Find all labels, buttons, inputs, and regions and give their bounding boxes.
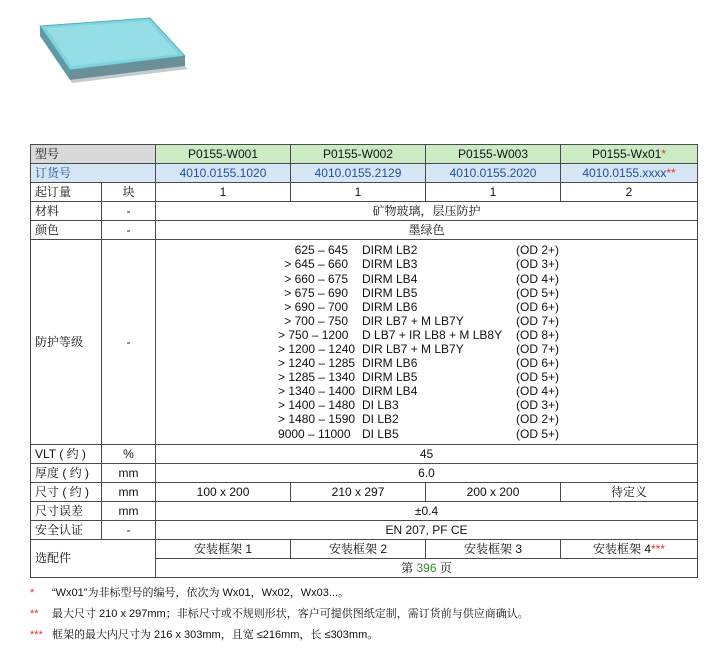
- vlt-label: VLT ( 约 ): [31, 445, 102, 464]
- size-row: [31, 483, 698, 502]
- protection-range: > 690 – 700: [284, 299, 349, 314]
- protection-grid: [278, 243, 697, 440]
- certification-value: EN 207, PF CE: [156, 521, 698, 540]
- color-value: 墨绿色: [156, 221, 698, 240]
- protection-range: > 1480 – 1590: [278, 412, 356, 427]
- accessory-2: 安装框架 2: [291, 540, 426, 559]
- accessories-label: 选配件: [31, 540, 156, 578]
- size-value-1: 100 x 200: [156, 483, 291, 502]
- tolerance-unit: mm: [102, 502, 156, 521]
- model-row: [31, 145, 698, 164]
- accessory-4: [561, 540, 698, 559]
- protection-od: (OD 2+): [516, 412, 560, 427]
- order-number-2: 4010.0155.2129: [291, 164, 426, 183]
- protection-spec: DIRM LB5: [362, 285, 418, 300]
- protection-range: > 1340 – 1400: [278, 384, 356, 399]
- thickness-unit: mm: [102, 464, 156, 483]
- material-value: 矿物玻璃，层压防护: [156, 202, 698, 221]
- model-wx01-star: *: [661, 146, 667, 161]
- protection-range: 625 – 645: [294, 243, 349, 258]
- thickness-value: 6.0: [156, 464, 698, 483]
- min-order-row: [31, 183, 698, 202]
- footnote-text: “Wx01”为非标型号的编号，依次为 Wx01，Wx02，Wx03...。: [52, 587, 350, 599]
- protection-od: (OD 2+): [516, 243, 560, 258]
- model-wx01-text: P0155-Wx01: [591, 146, 662, 161]
- color-row: [31, 221, 698, 240]
- model-label: 型号: [31, 145, 156, 164]
- tolerance-label: 尺寸误差: [31, 502, 102, 521]
- product-glass-plate-image: [20, 8, 190, 98]
- footnote-text: 框架的最大内尺寸为 216 x 303mm，且宽 ≤216mm，长 ≤303mm。: [52, 629, 379, 641]
- protection-spec: DI LB3: [362, 398, 399, 413]
- protection-od: (OD 4+): [516, 384, 560, 399]
- footnote-mark: ***: [30, 629, 43, 641]
- vlt-unit: %: [102, 445, 156, 464]
- model-w003: P0155-W003: [426, 145, 561, 164]
- material-unit: -: [102, 202, 156, 221]
- protection-range: 9000 – 11000: [278, 426, 351, 441]
- min-order-value-1: 1: [156, 183, 291, 202]
- size-value-2: 210 x 297: [291, 483, 426, 502]
- material-row: [31, 202, 698, 221]
- vlt-value: 45: [156, 445, 698, 464]
- material-label: 材料: [31, 202, 102, 221]
- order-number-1: 4010.0155.1020: [156, 164, 291, 183]
- model-w002: P0155-W002: [291, 145, 426, 164]
- protection-od: (OD 3+): [516, 257, 560, 272]
- size-value-3: 200 x 200: [426, 483, 561, 502]
- protection-range: > 1400 – 1480: [278, 398, 356, 413]
- page-suffix: 页: [439, 560, 452, 575]
- min-order-label: 起订量: [31, 183, 102, 202]
- protection-od: (OD 6+): [516, 356, 560, 371]
- protection-range: > 1200 – 1240: [278, 342, 356, 356]
- footnote-mark: *: [30, 587, 35, 599]
- protection-unit: -: [102, 240, 156, 445]
- protection-od: (OD 5+): [516, 426, 560, 441]
- protection-range: > 675 – 690: [284, 285, 349, 300]
- protection-range: > 750 – 1200: [278, 327, 349, 342]
- thickness-label: 厚度 ( 约 ): [31, 464, 102, 483]
- protection-range: > 660 – 675: [284, 271, 349, 286]
- protection-od: (OD 5+): [516, 285, 560, 300]
- min-order-value-4: 2: [561, 183, 698, 202]
- min-order-value-2: 1: [291, 183, 426, 202]
- order-number-row: [31, 164, 698, 183]
- order-number-4-text: 4010.0155.xxxx: [582, 165, 667, 180]
- footnote-text: 最大尺寸 210 x 297mm；非标尺寸或不规则形状，客户可提供图纸定制，需订货前与供应商确认。: [52, 608, 529, 620]
- protection-range: > 700 – 750: [284, 313, 349, 328]
- accessory-4-text: 安装框架 4: [593, 541, 652, 556]
- order-number-4: [561, 164, 698, 183]
- certification-row: [31, 521, 698, 540]
- protection-label: 防护等级: [31, 240, 102, 445]
- page-number-link[interactable]: 396: [416, 560, 437, 575]
- protection-spec: DIR LB7 + M LB7Y: [362, 342, 464, 356]
- protection-od: (OD 5+): [516, 370, 560, 385]
- protection-spec: DI LB2: [362, 412, 399, 427]
- page-prefix: 第: [401, 560, 414, 575]
- protection-range: > 645 – 660: [284, 257, 349, 272]
- protection-range: > 1240 – 1285: [278, 356, 356, 371]
- protection-values: [156, 240, 698, 445]
- footnote: [30, 607, 710, 628]
- protection-spec: DIRM LB2: [362, 243, 418, 258]
- protection-spec: DIRM LB4: [362, 384, 418, 399]
- protection-od: (OD 3+): [516, 398, 560, 413]
- protection-range: > 1285 – 1340: [278, 370, 356, 385]
- protection-od: (OD 6+): [516, 299, 560, 314]
- min-order-unit: 块: [102, 183, 156, 202]
- protection-od: (OD 7+): [516, 342, 560, 356]
- order-number-label: 订货号: [31, 164, 156, 183]
- protection-spec: DIR LB7 + M LB7Y: [362, 313, 464, 328]
- protection-od: (OD 7+): [516, 313, 560, 328]
- model-wx01: [561, 145, 698, 164]
- accessory-3: 安装框架 3: [426, 540, 561, 559]
- protection-od: (OD 8+): [516, 327, 560, 342]
- certification-unit: -: [102, 521, 156, 540]
- model-w001: P0155-W001: [156, 145, 291, 164]
- protection-od: (OD 4+): [516, 271, 560, 286]
- accessories-page-ref: [156, 559, 698, 578]
- footnote: [30, 628, 710, 649]
- footnotes: [30, 586, 710, 649]
- vlt-row: [31, 445, 698, 464]
- accessory-1: 安装框架 1: [156, 540, 291, 559]
- footnote: [30, 586, 710, 607]
- size-label: 尺寸 ( 约 ): [31, 483, 102, 502]
- footnote-mark: **: [30, 608, 39, 620]
- protection-spec: DI LB5: [362, 426, 399, 441]
- spec-table: [30, 144, 698, 578]
- protection-spec: DIRM LB4: [362, 271, 418, 286]
- color-unit: -: [102, 221, 156, 240]
- protection-spec: DIRM LB6: [362, 356, 418, 371]
- color-label: 颜色: [31, 221, 102, 240]
- size-unit: mm: [102, 483, 156, 502]
- protection-spec: D LB7 + IR LB8 + M LB8Y: [362, 327, 503, 342]
- certification-label: 安全认证: [31, 521, 102, 540]
- tolerance-row: [31, 502, 698, 521]
- accessories-row: [31, 540, 698, 559]
- order-number-4-star: **: [666, 165, 676, 180]
- protection-row: [31, 240, 698, 445]
- protection-spec: DIRM LB5: [362, 370, 418, 385]
- protection-spec: DIRM LB6: [362, 299, 418, 314]
- accessory-4-star: ***: [651, 541, 666, 556]
- size-value-4: 待定义: [561, 483, 698, 502]
- min-order-value-3: 1: [426, 183, 561, 202]
- protection-spec: DIRM LB3: [362, 257, 418, 272]
- thickness-row: [31, 464, 698, 483]
- order-number-3: 4010.0155.2020: [426, 164, 561, 183]
- tolerance-value: ±0.4: [156, 502, 698, 521]
